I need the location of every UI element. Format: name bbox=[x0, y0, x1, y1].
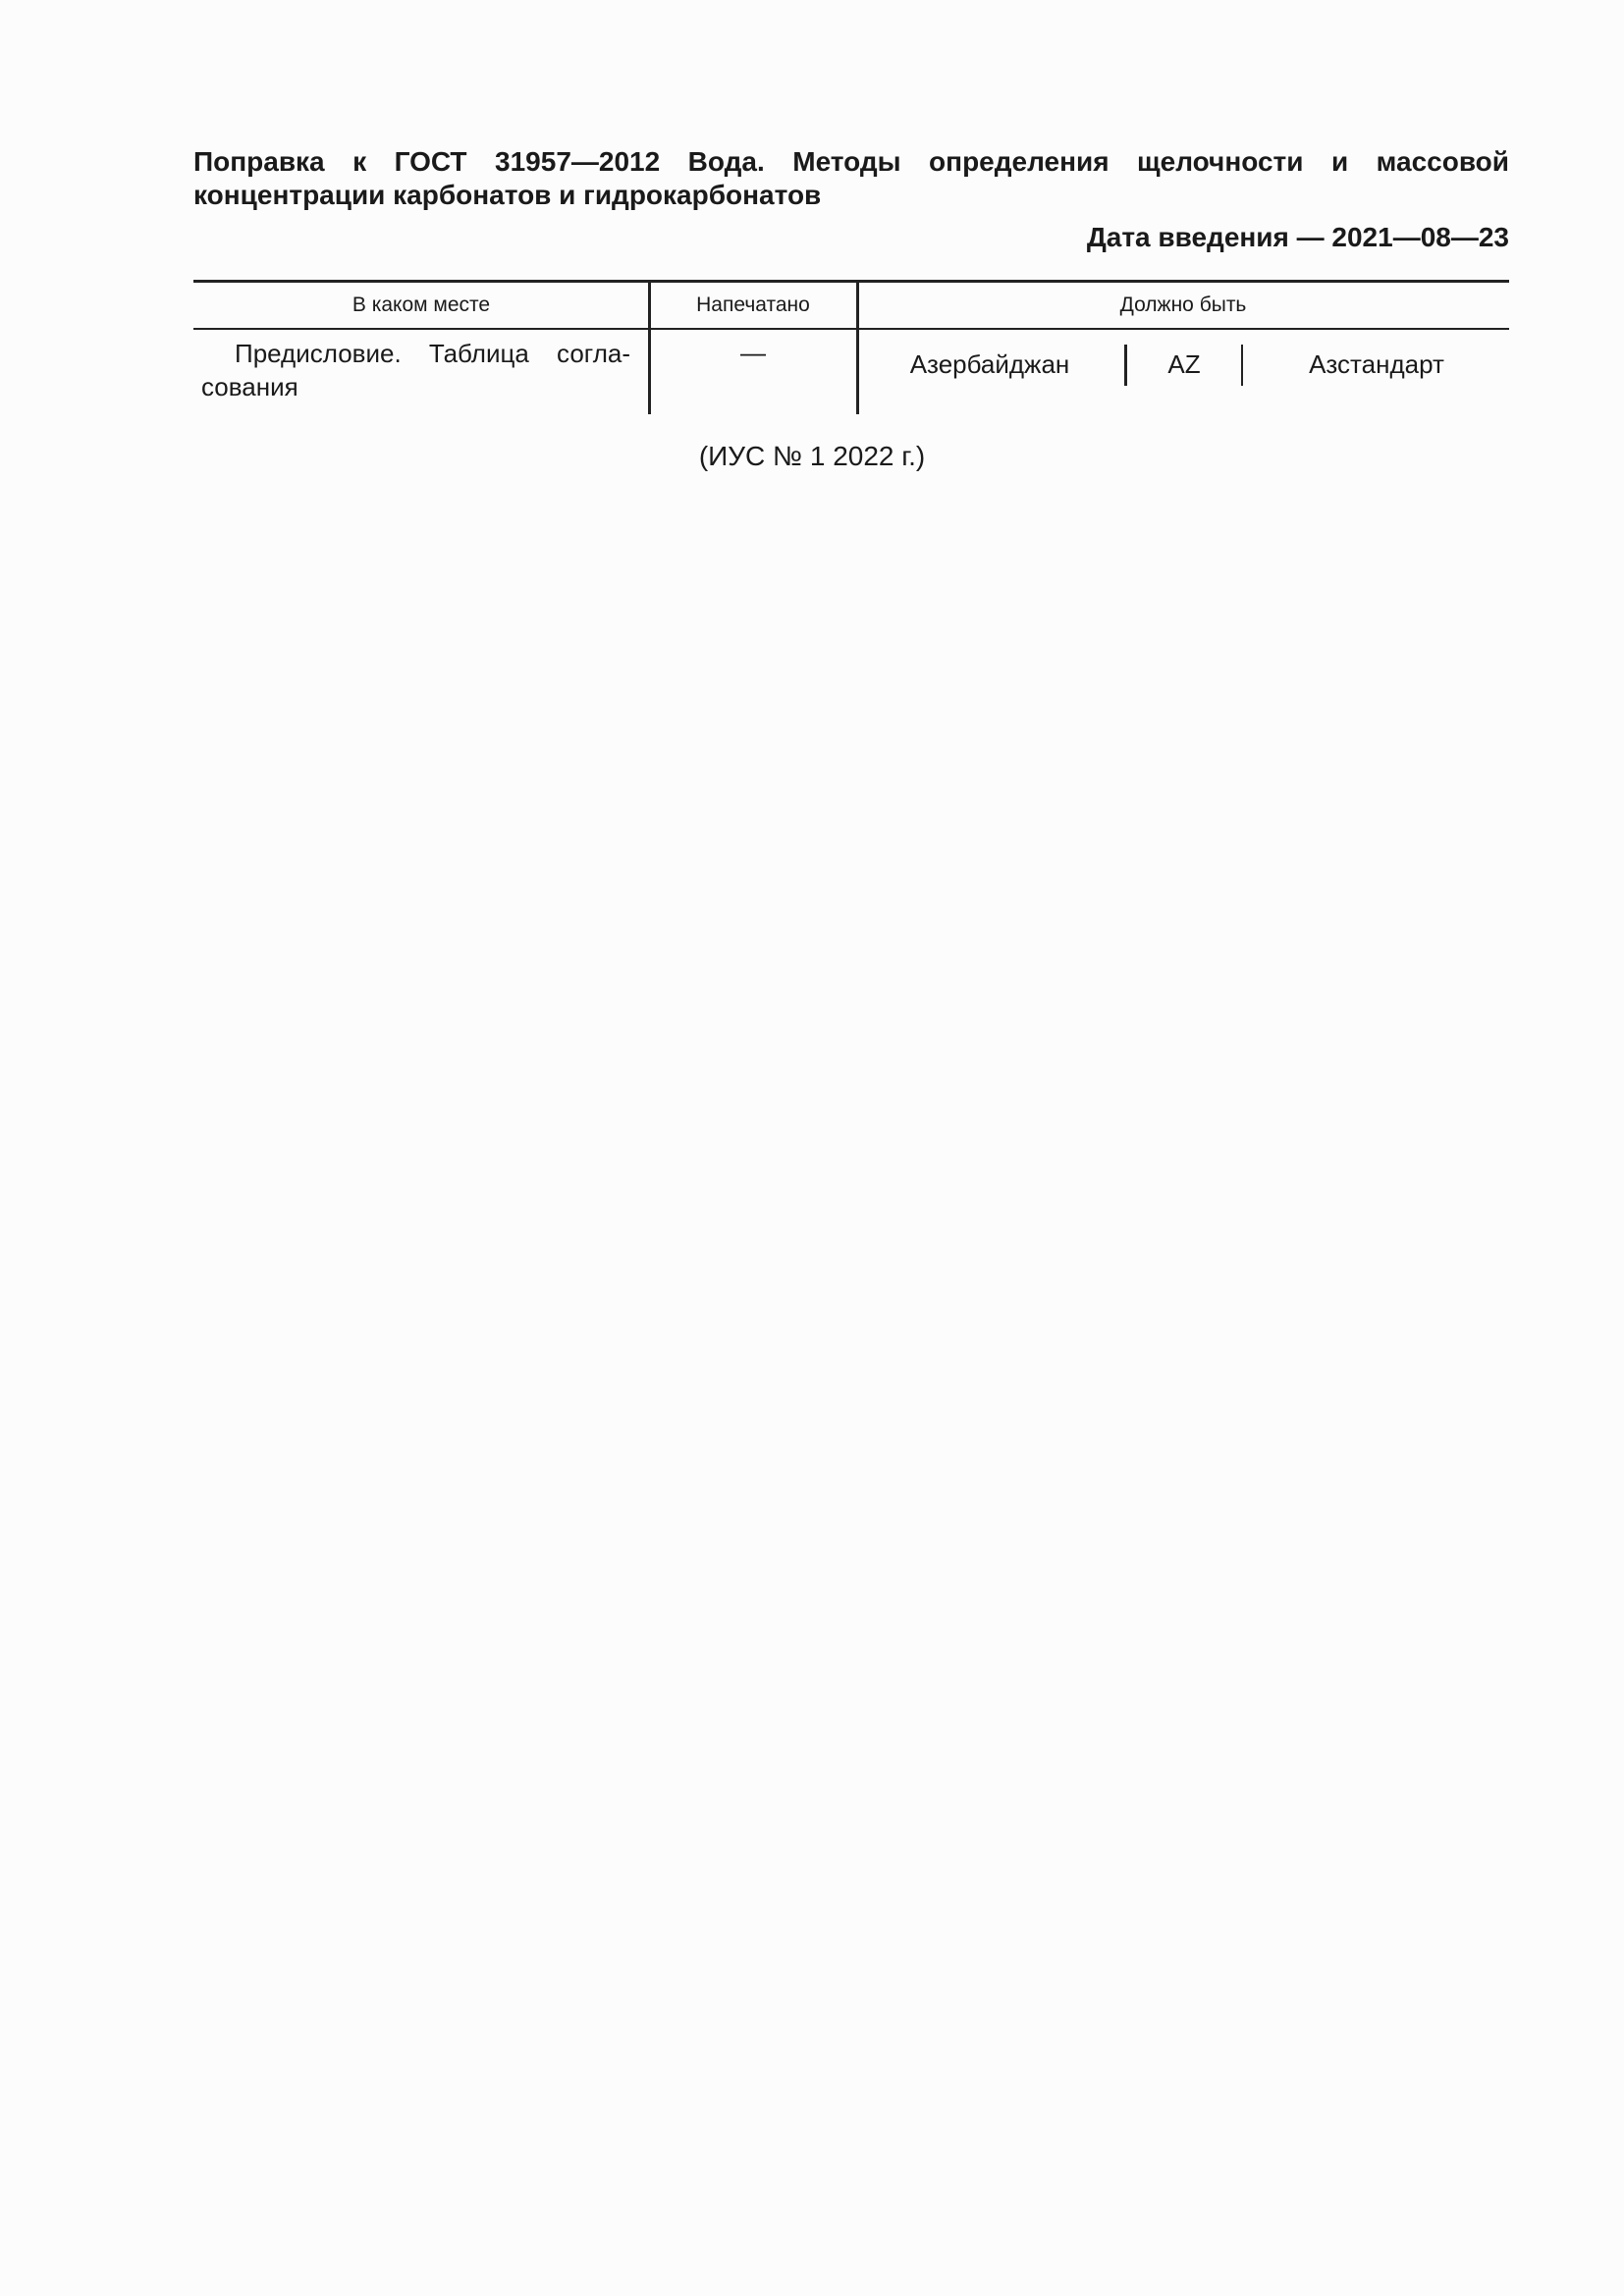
table-row bbox=[193, 330, 1509, 414]
correction-table bbox=[193, 280, 1509, 414]
cell-country: Азербайджан bbox=[909, 349, 1070, 379]
introduction-date: Дата введения — 2021—08—23 bbox=[1086, 222, 1509, 252]
table-header bbox=[193, 283, 1509, 330]
source-note: (ИУС № 1 2022 г.) bbox=[698, 441, 926, 471]
cell-where: Предисловие. Таблица согласования bbox=[201, 339, 630, 401]
header-should-be: Должно быть bbox=[1119, 294, 1247, 316]
cell-country-code: AZ bbox=[1167, 349, 1201, 379]
cell-organization: Азстандарт bbox=[1309, 349, 1444, 379]
column-divider bbox=[648, 283, 651, 328]
document-title: Поправка к ГОСТ 31957—2012 Вода. Методы определения щелочности и массовой концентрации карбонатов и гидрокарбонатов bbox=[193, 146, 1509, 210]
header-where: В каком месте bbox=[352, 294, 491, 316]
column-divider bbox=[856, 283, 859, 328]
column-divider bbox=[648, 330, 651, 414]
cell-printed: — bbox=[740, 338, 766, 367]
header-printed: Напечатано bbox=[696, 294, 810, 316]
inner-divider bbox=[1241, 345, 1243, 386]
column-divider bbox=[856, 330, 859, 414]
